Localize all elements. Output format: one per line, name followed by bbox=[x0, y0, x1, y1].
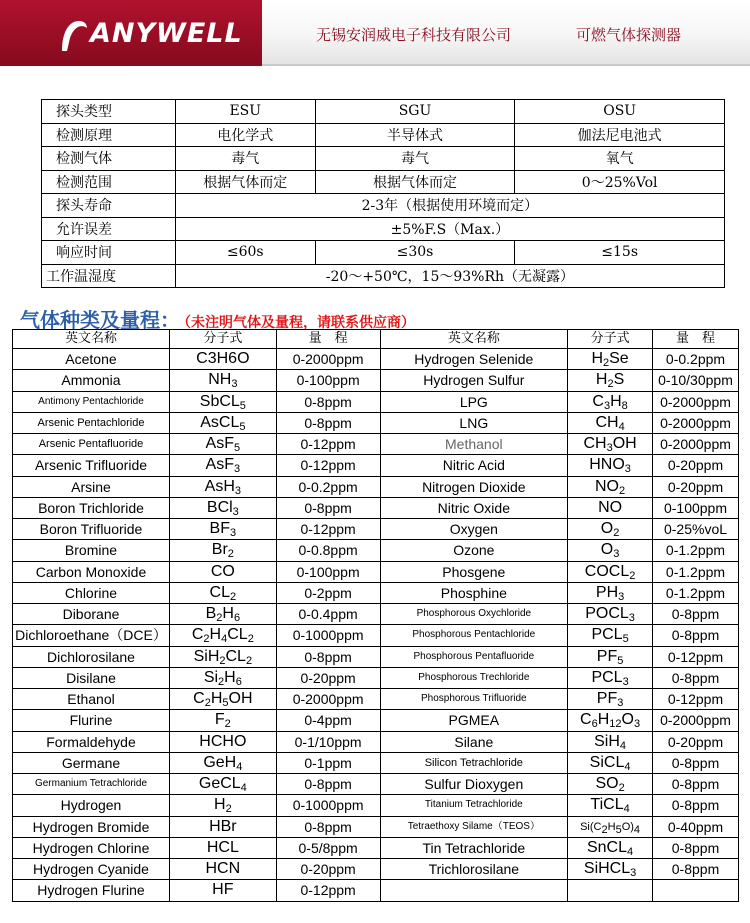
gas-range: 0-2ppm bbox=[276, 582, 380, 603]
gas-formula: $O_2$ bbox=[568, 519, 653, 540]
gas-range: 0-8ppm bbox=[276, 816, 380, 837]
spec-span-value: -20～+50℃，15～93%Rh（无凝露） bbox=[175, 264, 724, 288]
gas-name: Ethanol bbox=[13, 689, 170, 710]
gas-name: Phosphorous Pentafluoride bbox=[380, 646, 568, 667]
gas-row bbox=[13, 497, 739, 518]
gas-name: Diborane bbox=[13, 604, 170, 625]
gas-formula: GeH$_4$ bbox=[169, 752, 276, 773]
gas-range: 0-20ppm bbox=[276, 667, 380, 688]
gas-formula: $C_2H_5OH$ bbox=[169, 689, 276, 710]
gas-name: Phosphine bbox=[380, 582, 568, 603]
gas-row bbox=[13, 859, 739, 880]
gas-row bbox=[13, 667, 739, 688]
gas-range: 0-0.2ppm bbox=[653, 349, 739, 370]
gas-range: 0-12ppm bbox=[276, 880, 380, 901]
gas-range: 0-12ppm bbox=[276, 455, 380, 476]
formula-subscript: 3 bbox=[622, 675, 629, 688]
gas-range: 0-1.2ppm bbox=[653, 582, 739, 603]
company-name: 无锡安润威电子科技有限公司 bbox=[316, 26, 512, 44]
formula-subscript: 4 bbox=[236, 760, 243, 773]
gas-range: 0-8ppm bbox=[276, 412, 380, 433]
gas-range: 0-8ppm bbox=[276, 774, 380, 795]
formula-subscript: 3 bbox=[231, 378, 238, 391]
gas-range: 0-8ppm bbox=[653, 625, 739, 646]
gas-range: 0-8ppm bbox=[653, 774, 739, 795]
spec-row bbox=[42, 147, 725, 171]
gas-row bbox=[13, 689, 739, 710]
gas-name: Nitric Oxide bbox=[380, 497, 568, 518]
formula-subscript: 2 bbox=[230, 590, 237, 603]
gas-header-cell: 分子式 bbox=[169, 330, 276, 349]
spec-value: 毒气 bbox=[175, 147, 315, 171]
gas-name: Phosgene bbox=[380, 561, 568, 582]
formula-subscript: 2 bbox=[619, 484, 626, 497]
gas-formula: CO bbox=[169, 561, 276, 582]
formula-subscript: 8 bbox=[621, 399, 628, 412]
gas-formula: $NO_2$ bbox=[568, 476, 653, 497]
gas-name: Nitrogen Dioxide bbox=[380, 476, 568, 497]
gas-name: Antimony Pentachloride bbox=[13, 391, 170, 412]
gas-formula: SiHCL$_3$ bbox=[568, 859, 653, 880]
spec-row bbox=[42, 264, 725, 288]
gas-formula: TiCL$_4$ bbox=[568, 795, 653, 816]
formula-subscript: 3 bbox=[603, 399, 611, 412]
spec-type-sgu: SGU bbox=[315, 100, 515, 124]
gas-row bbox=[13, 476, 739, 497]
gas-formula: $O_3$ bbox=[568, 540, 653, 561]
spec-value: 根据气体而定 bbox=[175, 170, 315, 194]
gas-name: Acetone bbox=[13, 349, 170, 370]
gas-range: 0-1.2ppm bbox=[653, 561, 739, 582]
gas-formula: HBr bbox=[169, 816, 276, 837]
spec-row-label: 响应时间 bbox=[42, 241, 176, 265]
gas-name: Phosphorous Oxychloride bbox=[380, 604, 568, 625]
formula-subscript: 3 bbox=[234, 463, 241, 476]
formula-subscript: 4 bbox=[618, 420, 625, 433]
spec-span-value: ±5%F.S（Max.） bbox=[175, 217, 724, 241]
header-banner bbox=[0, 0, 750, 66]
gas-name: Hydrogen bbox=[13, 795, 170, 816]
gas-range: 0-2000ppm bbox=[653, 412, 739, 433]
gas-name: Arsenic Trifluoride bbox=[13, 455, 170, 476]
formula-subscript: 6 bbox=[235, 675, 242, 688]
formula-subscript: 3 bbox=[624, 463, 631, 476]
gas-formula: $Si(C_2H_5O)_4$ bbox=[568, 816, 653, 837]
gas-range: 0-100ppm bbox=[653, 497, 739, 518]
gas-name: LPG bbox=[380, 391, 568, 412]
gas-row bbox=[13, 604, 739, 625]
gas-name: Hydrogen Cyanide bbox=[13, 859, 170, 880]
gas-formula: NO bbox=[568, 497, 653, 518]
formula-subscript: 4 bbox=[240, 782, 247, 795]
spec-type-osu: OSU bbox=[515, 100, 725, 124]
gas-range: 0-12ppm bbox=[653, 646, 739, 667]
gas-range: 0-2000ppm bbox=[653, 391, 739, 412]
gas-row bbox=[13, 434, 739, 455]
spec-value: 根据气体而定 bbox=[315, 170, 515, 194]
gas-formula: SbCL$_5$ bbox=[169, 391, 276, 412]
gas-formula: $HNO_3$ bbox=[568, 455, 653, 476]
gas-name: Dichlorosilane bbox=[13, 646, 170, 667]
gas-name: Germane bbox=[13, 752, 170, 773]
formula-subscript: 2 bbox=[247, 633, 254, 646]
gas-name: Chlorine bbox=[13, 582, 170, 603]
formula-subscript: 6 bbox=[591, 718, 598, 731]
gas-name: Disilane bbox=[13, 667, 170, 688]
gas-name: Dichloroethane（DCE） bbox=[13, 625, 170, 646]
gas-formula: $CH_3OH$ bbox=[568, 434, 653, 455]
formula-subscript: 4 bbox=[221, 633, 228, 646]
gas-range: 0-8ppm bbox=[653, 859, 739, 880]
gas-row bbox=[13, 370, 739, 391]
gas-header-row bbox=[13, 330, 739, 349]
formula-subscript: 2 bbox=[224, 718, 231, 731]
gas-range-table bbox=[12, 329, 739, 902]
gas-formula: AsF$_5$ bbox=[169, 434, 276, 455]
gas-header-cell: 量 程 bbox=[276, 330, 380, 349]
gas-range: 0-100ppm bbox=[276, 561, 380, 582]
gas-name: Phosphorous Trechloride bbox=[380, 667, 568, 688]
formula-subscript: 2 bbox=[218, 675, 225, 688]
gas-formula: $PF_5$ bbox=[568, 646, 653, 667]
gas-range: 0-20ppm bbox=[653, 455, 739, 476]
formula-subscript: 2 bbox=[245, 654, 253, 667]
logo-text: ANYWELL bbox=[90, 18, 243, 49]
gas-formula: $Si_2H_6$ bbox=[169, 667, 276, 688]
gas-range: 0-5/8ppm bbox=[276, 837, 380, 858]
spec-type-esu: ESU bbox=[175, 100, 315, 124]
gas-row bbox=[13, 816, 739, 837]
gas-formula: AsCL$_5$ bbox=[169, 412, 276, 433]
gas-range: 0-2000ppm bbox=[276, 349, 380, 370]
gas-name: Ammonia bbox=[13, 370, 170, 391]
gas-name: Arsenic Pentachloride bbox=[13, 412, 170, 433]
gas-header-cell: 分子式 bbox=[568, 330, 653, 349]
gas-formula: $PH_3$ bbox=[568, 582, 653, 603]
gas-formula: HF bbox=[169, 880, 276, 901]
gas-range: 0-8ppm bbox=[276, 497, 380, 518]
gas-row bbox=[13, 752, 739, 773]
gas-name: Ozone bbox=[380, 540, 568, 561]
gas-formula bbox=[568, 880, 653, 901]
gas-range: 0-8ppm bbox=[653, 667, 739, 688]
gas-name: Methanol bbox=[380, 434, 568, 455]
spec-value: 半导体式 bbox=[315, 123, 515, 147]
formula-subscript: 5 bbox=[615, 823, 622, 836]
gas-range: 0-2000ppm bbox=[653, 710, 739, 731]
gas-name: Bromine bbox=[13, 540, 170, 561]
spec-value: ≤15s bbox=[515, 241, 725, 265]
brand-block bbox=[0, 0, 262, 66]
gas-row bbox=[13, 391, 739, 412]
gas-range: 0-1/10ppm bbox=[276, 731, 380, 752]
gas-row bbox=[13, 412, 739, 433]
gas-name: Boron Trifluoride bbox=[13, 519, 170, 540]
gas-name: Hydrogen Sulfur bbox=[380, 370, 568, 391]
gas-range: 0-0.2ppm bbox=[276, 476, 380, 497]
gas-range: 0-8ppm bbox=[276, 391, 380, 412]
gas-name: Formaldehyde bbox=[13, 731, 170, 752]
gas-range: 0-1000ppm bbox=[276, 795, 380, 816]
formula-subscript: 5 bbox=[222, 697, 229, 710]
formula-subscript: 2 bbox=[203, 633, 210, 646]
gas-range: 0-12ppm bbox=[276, 519, 380, 540]
spec-span-value: 2-3年（根据使用环境而定） bbox=[175, 194, 724, 218]
gas-formula: HCL bbox=[169, 837, 276, 858]
gas-name: Trichlorosilane bbox=[380, 859, 568, 880]
gas-formula: $C_6H_{12}O_3$ bbox=[568, 710, 653, 731]
spec-header-row bbox=[42, 100, 725, 124]
sensor-spec-table bbox=[41, 99, 725, 288]
gas-formula: $BF_3$ bbox=[169, 519, 276, 540]
gas-formula: SiCL$_4$ bbox=[568, 752, 653, 773]
gas-formula: AsF$_3$ bbox=[169, 455, 276, 476]
gas-row bbox=[13, 561, 739, 582]
gas-range: 0-8ppm bbox=[276, 646, 380, 667]
gas-formula: $SiH_2CL_2$ bbox=[169, 646, 276, 667]
gas-formula: $H_2Se$ bbox=[568, 349, 653, 370]
formula-subscript: 2 bbox=[603, 357, 610, 370]
spec-row bbox=[42, 217, 725, 241]
gas-name: Nitric Acid bbox=[380, 455, 568, 476]
section-title: 气体种类及量程： bbox=[20, 308, 180, 332]
gas-row bbox=[13, 540, 739, 561]
spec-row bbox=[42, 170, 725, 194]
gas-row bbox=[13, 710, 739, 731]
gas-row bbox=[13, 880, 739, 901]
gas-range: 0-8ppm bbox=[653, 604, 739, 625]
formula-subscript: 2 bbox=[227, 548, 234, 561]
gas-row bbox=[13, 774, 739, 795]
formula-subscript: 2 bbox=[204, 697, 211, 710]
gas-range: 0-2000ppm bbox=[276, 689, 380, 710]
gas-name: Carbon Monoxide bbox=[13, 561, 170, 582]
gas-row bbox=[13, 731, 739, 752]
gas-formula: SiH$_4$ bbox=[568, 731, 653, 752]
spec-value: 电化学式 bbox=[175, 123, 315, 147]
formula-subscript: 3 bbox=[606, 442, 613, 455]
gas-formula: C3H6O bbox=[169, 349, 276, 370]
gas-formula: $SO_2$ bbox=[568, 774, 653, 795]
spec-table-body bbox=[42, 100, 725, 288]
formula-subscript: 2 bbox=[601, 823, 608, 836]
gas-name: Silane bbox=[380, 731, 568, 752]
gas-row bbox=[13, 349, 739, 370]
spec-row bbox=[42, 123, 725, 147]
gas-range: 0-25%voL bbox=[653, 519, 739, 540]
gas-range: 0-10/30ppm bbox=[653, 370, 739, 391]
gas-row bbox=[13, 795, 739, 816]
gas-table-body bbox=[13, 330, 739, 902]
gas-name: Flurine bbox=[13, 710, 170, 731]
formula-subscript: 6 bbox=[233, 612, 241, 625]
gas-range: 0-0.4ppm bbox=[276, 604, 380, 625]
gas-formula: $Br_2$ bbox=[169, 540, 276, 561]
spec-value: ≤60s bbox=[175, 241, 315, 265]
gas-formula: $PCL_5$ bbox=[568, 625, 653, 646]
logo-arch-icon bbox=[60, 18, 88, 52]
gas-formula: $B_2H_6$ bbox=[169, 604, 276, 625]
section-note: （未注明气体及量程，请联系供应商） bbox=[184, 315, 415, 331]
formula-subscript: 5 bbox=[622, 633, 629, 646]
gas-name: Hydrogen Flurine bbox=[13, 880, 170, 901]
gas-formula: $CL_2$ bbox=[169, 582, 276, 603]
gas-name: Tetraethoxy Silame（TEOS） bbox=[380, 816, 568, 837]
gas-range: 0-1000ppm bbox=[276, 625, 380, 646]
gas-name: Phosphorous Pentachloride bbox=[380, 625, 568, 646]
gas-name: Silicon Tetrachloride bbox=[380, 752, 568, 773]
gas-range: 0-8ppm bbox=[653, 837, 739, 858]
gas-formula: $POCL_3$ bbox=[568, 604, 653, 625]
formula-subscript: 2 bbox=[225, 803, 232, 816]
formula-subscript: 3 bbox=[234, 484, 242, 497]
gas-name: LNG bbox=[380, 412, 568, 433]
spec-row-label: 探头寿命 bbox=[42, 194, 176, 218]
formula-subscript: 4 bbox=[633, 823, 641, 836]
gas-range: 0-8ppm bbox=[653, 795, 739, 816]
gas-formula: $H_2$ bbox=[169, 795, 276, 816]
gas-formula: AsH$_3$ bbox=[169, 476, 276, 497]
gas-row bbox=[13, 837, 739, 858]
gas-name: Tin Tetrachloride bbox=[380, 837, 568, 858]
formula-subscript: 2 bbox=[618, 782, 625, 795]
gas-name: Hydrogen Chlorine bbox=[13, 837, 170, 858]
spec-value: 伽法尼电池式 bbox=[515, 123, 725, 147]
spec-value: 氧气 bbox=[515, 147, 725, 171]
formula-subscript: 2 bbox=[216, 612, 223, 625]
gas-formula: HCHO bbox=[169, 731, 276, 752]
gas-row bbox=[13, 455, 739, 476]
gas-row bbox=[13, 519, 739, 540]
formula-subscript: 4 bbox=[624, 760, 631, 773]
gas-formula: $COCL_2$ bbox=[568, 561, 653, 582]
formula-subscript: 3 bbox=[613, 548, 620, 561]
spec-header-label: 探头类型 bbox=[42, 100, 176, 124]
spec-row-label: 工作温湿度 bbox=[42, 264, 176, 288]
gas-range: 0-1.2ppm bbox=[653, 540, 739, 561]
gas-name: Sulfur Dioxygen bbox=[380, 774, 568, 795]
formula-subscript: 4 bbox=[623, 803, 630, 816]
gas-row bbox=[13, 625, 739, 646]
spec-row-label: 检测气体 bbox=[42, 147, 176, 171]
gas-name: Boron Trichloride bbox=[13, 497, 170, 518]
gas-range bbox=[653, 880, 739, 901]
spec-value: ≤30s bbox=[315, 241, 515, 265]
gas-name: Oxygen bbox=[380, 519, 568, 540]
formula-subscript: 5 bbox=[239, 399, 246, 412]
formula-subscript: 2 bbox=[613, 527, 620, 540]
gas-range: 0-12ppm bbox=[653, 689, 739, 710]
gas-header-cell: 英文名称 bbox=[380, 330, 568, 349]
formula-subscript: 3 bbox=[628, 612, 635, 625]
spec-row bbox=[42, 194, 725, 218]
gas-name bbox=[380, 880, 568, 901]
gas-name: Phosphorous Trifluoride bbox=[380, 689, 568, 710]
gas-name: Arsenic Pentafluoride bbox=[13, 434, 170, 455]
gas-formula: $PCL_3$ bbox=[568, 667, 653, 688]
formula-subscript: 5 bbox=[234, 442, 241, 455]
spec-row-label: 检测范围 bbox=[42, 170, 176, 194]
gas-range: 0-1ppm bbox=[276, 752, 380, 773]
gas-range: 0-0.8ppm bbox=[276, 540, 380, 561]
gas-row bbox=[13, 582, 739, 603]
gas-formula: $C_2H_4CL_2$ bbox=[169, 625, 276, 646]
product-name: 可燃气体探测器 bbox=[576, 26, 682, 44]
formula-subscript: 2 bbox=[629, 569, 636, 582]
gas-formula: BCl$_3$ bbox=[169, 497, 276, 518]
gas-header-cell: 英文名称 bbox=[13, 330, 170, 349]
gas-row bbox=[13, 646, 739, 667]
formula-subscript: 3 bbox=[617, 697, 624, 710]
gas-name: Germanium Tetrachloride bbox=[13, 774, 170, 795]
gas-name: Titanium Tetrachloride bbox=[380, 795, 568, 816]
formula-subscript: 3 bbox=[630, 867, 637, 880]
formula-subscript: 2 bbox=[219, 654, 226, 667]
gas-formula: HCN bbox=[169, 859, 276, 880]
gas-formula: $CH_4$ bbox=[568, 412, 653, 433]
formula-subscript: 4 bbox=[627, 845, 634, 858]
gas-formula: SnCL$_4$ bbox=[568, 837, 653, 858]
gas-name: PGMEA bbox=[380, 710, 568, 731]
spec-row-label: 允许误差 bbox=[42, 217, 176, 241]
gas-formula: $PF_3$ bbox=[568, 689, 653, 710]
formula-subscript: 3 bbox=[633, 718, 641, 731]
gas-formula: $NH_3$ bbox=[169, 370, 276, 391]
spec-row bbox=[42, 241, 725, 265]
formula-subscript: 2 bbox=[607, 378, 614, 391]
formula-subscript: 3 bbox=[230, 527, 237, 540]
gas-range: 0-40ppm bbox=[653, 816, 739, 837]
gas-name: Hydrogen Selenide bbox=[380, 349, 568, 370]
formula-subscript: 12 bbox=[609, 718, 622, 731]
gas-range: 0-12ppm bbox=[276, 434, 380, 455]
gas-range: 0-20ppm bbox=[653, 476, 739, 497]
gas-name: Arsine bbox=[13, 476, 170, 497]
gas-range: 0-20ppm bbox=[276, 859, 380, 880]
gas-formula: $C_3H_8$ bbox=[568, 391, 653, 412]
gas-range: 0-4ppm bbox=[276, 710, 380, 731]
formula-subscript: 5 bbox=[617, 654, 624, 667]
spec-row-label: 检测原理 bbox=[42, 123, 176, 147]
formula-subscript: 4 bbox=[619, 739, 627, 752]
gas-range: 0-100ppm bbox=[276, 370, 380, 391]
spec-value: 毒气 bbox=[315, 147, 515, 171]
gas-range: 0-20ppm bbox=[653, 731, 739, 752]
gas-formula: $F_2$ bbox=[169, 710, 276, 731]
spec-value: 0～25%Vol bbox=[515, 170, 725, 194]
gas-formula: GeCL$_4$ bbox=[169, 774, 276, 795]
formula-subscript: 3 bbox=[618, 590, 625, 603]
gas-formula: $H_2S$ bbox=[568, 370, 653, 391]
gas-range: 0-8ppm bbox=[653, 752, 739, 773]
formula-subscript: 5 bbox=[239, 420, 246, 433]
formula-subscript: 3 bbox=[232, 505, 239, 518]
gas-header-cell: 量 程 bbox=[653, 330, 739, 349]
gas-name: Hydrogen Bromide bbox=[13, 816, 170, 837]
gas-range: 0-2000ppm bbox=[653, 434, 739, 455]
